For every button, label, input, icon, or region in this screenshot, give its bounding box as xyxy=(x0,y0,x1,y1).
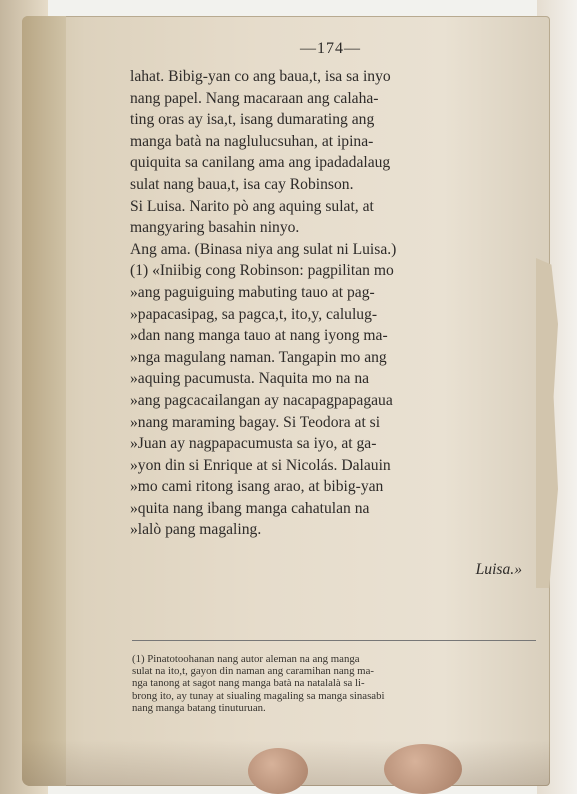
page-number: —174— xyxy=(300,40,361,57)
footnote-line: (1) Pinatotoohanan nang autor aleman na ang manga xyxy=(132,653,360,665)
footnote-line: brong ito, ay tunay at siualing magaling sa manga sinasabi xyxy=(132,689,385,702)
body-text xyxy=(130,66,548,581)
spacer xyxy=(130,541,548,559)
footnote xyxy=(132,653,542,714)
text-line: »quita nang ibang manga cahatulan na xyxy=(130,499,370,517)
finger xyxy=(384,744,462,794)
text-line: »nang maraming bagay. Si Teodora at si xyxy=(130,413,381,431)
text-line: »papacasipag, sa pagca,t, ito,y, calulug- xyxy=(130,305,378,323)
text-line: nang papel. Nang macaraan ang calaha- xyxy=(130,89,379,107)
text-line: mangyaring basahin ninyo. xyxy=(130,219,300,237)
text-line: Ang ama. (Binasa niya ang sulat ni Luisa.) xyxy=(130,240,397,258)
footnote-rule xyxy=(132,640,536,641)
text-line: sulat nang baua,t, isa cay Robinson. xyxy=(130,175,354,193)
text-line: quiquita sa canilang ama ang ipadadalaug xyxy=(130,154,391,172)
text-line: »yon din si Enrique at si Nicolás. Dalauin xyxy=(130,456,391,474)
footnote-line: nga tanong at sagot nang manga batà na natalalà sa li- xyxy=(132,677,365,690)
text-line: »aquing pacumusta. Naquita mo na na xyxy=(130,370,370,388)
text-line: »nga magulang naman. Tangapin mo ang xyxy=(130,348,387,366)
text-line: »Juan ay nagpapacumusta sa iyo, at ga- xyxy=(130,435,377,453)
text-line: Si Luisa. Narito pò ang aquing sulat, at xyxy=(130,197,374,215)
text-line: »dan nang manga tauo at nang iyong ma- xyxy=(130,327,388,345)
footnote-line: sulat na ito,t, gayon din naman ang caramihan nang ma- xyxy=(132,665,374,678)
text-line: »ang pagcacailangan ay nacapagpapagaua xyxy=(130,391,393,409)
letter-signature: Luisa.» xyxy=(475,561,522,579)
page-stack-edge xyxy=(22,16,66,786)
text-line: manga batà na naglulucsuhan, at ipina- xyxy=(130,132,374,150)
footnote-line: nang manga batang tinuturuan. xyxy=(132,701,266,714)
text-line: (1) «Iniibig cong Robinson: pagpilitan mo xyxy=(130,262,394,280)
text-line: »ang paguiguing mabuting tauo at pag- xyxy=(130,283,375,301)
text-line: »lalò pang magaling. xyxy=(130,521,262,539)
text-line: ting oras ay isa,t, isang dumarating ang xyxy=(130,111,375,129)
text-line: »mo cami ritong isang arao, at bibig-yan xyxy=(130,478,384,496)
text-line: lahat. Bibig-yan co ang baua,t, isa sa inyo xyxy=(130,68,391,85)
finger xyxy=(248,748,308,794)
